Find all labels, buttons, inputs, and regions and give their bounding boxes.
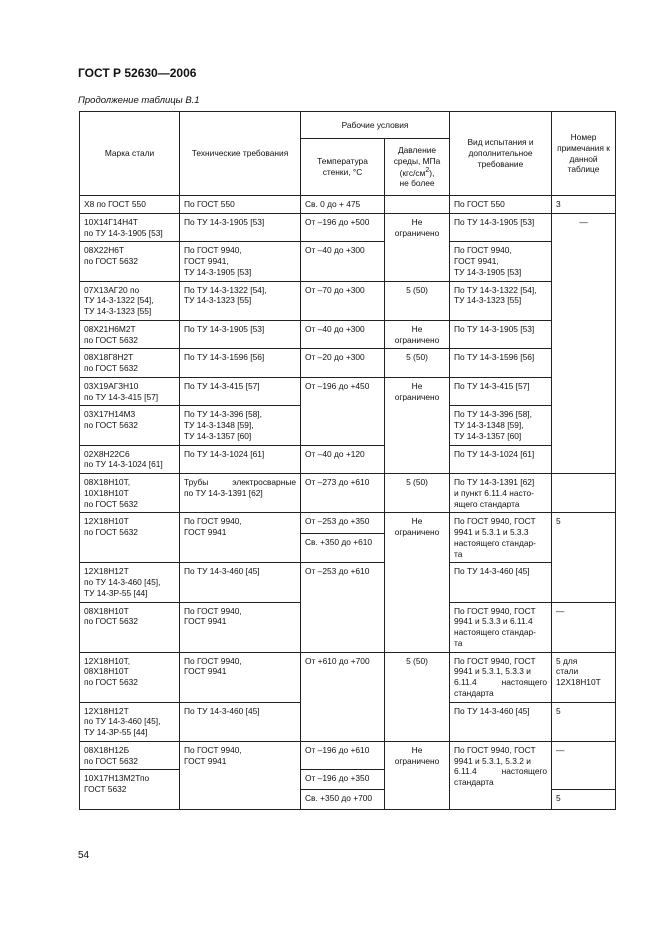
- cell-temp: От –196 до +350: [301, 770, 385, 790]
- cell-test: По ГОСТ 9940, ГОСТ 9941 и 5.3.1, 5.3.3 и 6.11.4 настоящего стандарта: [450, 652, 552, 702]
- cell-grade: 08Х18Н10Т по ГОСТ 5632: [80, 602, 180, 652]
- cell-tech: Трубы электросварные по ТУ 14-3-1391 [62]: [180, 474, 301, 513]
- table-row: [80, 445, 616, 474]
- cell-tech: По ТУ 14-3-1322 [54], ТУ 14-3-1323 [55]: [180, 281, 301, 320]
- table-row: [80, 281, 616, 320]
- cell-pressure: 5 (50): [385, 652, 450, 741]
- steel-grades-table: [79, 111, 616, 810]
- cell-tech: По ТУ 14-3-1905 [53]: [180, 213, 301, 242]
- table-row: [80, 242, 616, 281]
- cell-pressure: Не ограничено: [385, 377, 450, 473]
- document-header: ГОСТ Р 52630—2006: [78, 66, 197, 80]
- cell-test: По ГОСТ 550: [450, 196, 552, 214]
- cell-note: 5: [552, 513, 616, 602]
- cell-tech: По ГОСТ 550: [180, 196, 301, 214]
- cell-temp: Св. +350 до +610: [301, 534, 385, 563]
- col-header-grade: Марка стали: [80, 112, 180, 196]
- cell-tech: По ТУ 14-3-415 [57]: [180, 377, 301, 406]
- cell-grade: 08Х22Н6Т по ГОСТ 5632: [80, 242, 180, 281]
- cell-note: 3: [552, 196, 616, 214]
- cell-tech: По ТУ 14-3-460 [45]: [180, 702, 301, 741]
- cell-temp: От –196 до +500: [301, 213, 385, 242]
- cell-test: По ТУ 14-3-415 [57]: [450, 377, 552, 406]
- cell-grade: 08Х18Н10Т, 10Х18Н10Т по ГОСТ 5632: [80, 474, 180, 513]
- col-header-working: Рабочие условия: [301, 112, 450, 139]
- col-header-note: Номер примечания к данной таблице: [552, 112, 616, 196]
- table-row: [80, 741, 616, 770]
- table-row: [80, 196, 616, 214]
- cell-test: По ТУ 14-3-1905 [53]: [450, 320, 552, 349]
- cell-temp: От –196 до +450: [301, 377, 385, 445]
- table-row: [80, 474, 616, 513]
- table-row: [80, 652, 616, 702]
- cell-temp: От –40 до +120: [301, 445, 385, 474]
- cell-note: 5 для стали 12Х18Н10Т: [552, 652, 616, 702]
- cell-test: По ТУ 14-3-1024 [61]: [450, 445, 552, 474]
- cell-note: 5: [552, 790, 616, 810]
- table-row: [80, 349, 616, 378]
- cell-tech: По ГОСТ 9940, ГОСТ 9941: [180, 652, 301, 702]
- cell-temp: От –20 до +300: [301, 349, 385, 378]
- cell-grade: 10Х14Г14Н4Т по ТУ 14-3-1905 [53]: [80, 213, 180, 242]
- table-caption: Продолжение таблицы В.1: [78, 95, 200, 106]
- cell-tech: По ТУ 14-3-1024 [61]: [180, 445, 301, 474]
- cell-temp: Св. 0 до + 475: [301, 196, 385, 214]
- cell-tech: По ТУ 14-3-1596 [56]: [180, 349, 301, 378]
- cell-grade: 12Х18Н10Т, 08Х18Н10Т по ГОСТ 5632: [80, 652, 180, 702]
- cell-tech: По ГОСТ 9940, ГОСТ 9941: [180, 513, 301, 563]
- cell-test: По ТУ 14-3-1391 [62] и пункт 6.11.4 насто- ящего стандарта: [450, 474, 552, 513]
- table-row: [80, 213, 616, 242]
- cell-test: По ГОСТ 9940, ГОСТ 9941 и 5.3.3 и 6.11.4 настоящего стандар- та: [450, 602, 552, 652]
- col-header-tech: Технические требования: [180, 112, 301, 196]
- cell-grade: 07Х13АГ20 по ТУ 14-3-1322 [54], ТУ 14-3-1323 [55]: [80, 281, 180, 320]
- cell-pressure: 5 (50): [385, 349, 450, 378]
- cell-test: По ТУ 14-3-460 [45]: [450, 563, 552, 602]
- page-number: 54: [78, 850, 90, 861]
- cell-pressure: 5 (50): [385, 281, 450, 320]
- cell-grade: Х8 по ГОСТ 550: [80, 196, 180, 214]
- cell-note: —: [552, 741, 616, 790]
- cell-grade: 08Х18Н12Б по ГОСТ 5632: [80, 741, 180, 770]
- table-row: [80, 563, 616, 602]
- col-header-pressure: Давление среды, МПа $(кгс/см^2)$, не более: [385, 139, 450, 196]
- cell-tech: По ТУ 14-3-396 [58], ТУ 14-3-1348 [59], ТУ 14-3-1357 [60]: [180, 406, 301, 445]
- col-header-temp: Температура стенки, °С: [301, 139, 385, 196]
- cell-pressure: Не ограничено: [385, 513, 450, 652]
- cell-test: По ТУ 14-3-1322 [54], ТУ 14-3-1323 [55]: [450, 281, 552, 320]
- cell-note: —: [552, 213, 616, 473]
- cell-temp: От –40 до +300: [301, 242, 385, 281]
- cell-test: По ТУ 14-3-1905 [53]: [450, 213, 552, 242]
- table-row: [80, 513, 616, 534]
- cell-temp: От –196 до +610: [301, 741, 385, 770]
- cell-grade: 12Х18Н12Т по ТУ 14-3-460 [45], ТУ 14-3Р-55 [44]: [80, 702, 180, 741]
- cell-note: [552, 474, 616, 513]
- cell-grade: 03Х19АГ3Н10 по ТУ 14-3-415 [57]: [80, 377, 180, 406]
- cell-tech: По ТУ 14-3-1905 [53]: [180, 320, 301, 349]
- cell-pressure: [385, 196, 450, 214]
- cell-temp: От –253 до +350: [301, 513, 385, 534]
- cell-temp: От –40 до +300: [301, 320, 385, 349]
- cell-temp: От –273 до +610: [301, 474, 385, 513]
- cell-tech: По ГОСТ 9940, ГОСТ 9941: [180, 602, 301, 652]
- cell-tech: По ТУ 14-3-460 [45]: [180, 563, 301, 602]
- cell-test: По ГОСТ 9940, ГОСТ 9941, ТУ 14-3-1905 [53]: [450, 242, 552, 281]
- cell-tech: По ГОСТ 9940, ГОСТ 9941, ТУ 14-3-1905 [53]: [180, 242, 301, 281]
- cell-grade: 12Х18Н10Т по ГОСТ 5632: [80, 513, 180, 563]
- cell-note: 5: [552, 702, 616, 741]
- cell-test: По ГОСТ 9940, ГОСТ 9941 и 5.3.1, 5.3.2 и 6.11.4 настоящего стандарта: [450, 741, 552, 810]
- cell-test: По ТУ 14-3-396 [58], ТУ 14-3-1348 [59], ТУ 14-3-1357 [60]: [450, 406, 552, 445]
- cell-pressure: Не ограничено: [385, 213, 450, 281]
- cell-test: По ГОСТ 9940, ГОСТ 9941 и 5.3.1 и 5.3.3 настоящего стандар- та: [450, 513, 552, 563]
- cell-temp: От –253 до +610: [301, 563, 385, 652]
- cell-grade: 03Х17Н14М3 по ГОСТ 5632: [80, 406, 180, 445]
- cell-grade: 02Х8Н22С6 по ТУ 14-3-1024 [61]: [80, 445, 180, 474]
- col-header-test: Вид испытания и дополнительное требование: [450, 112, 552, 196]
- cell-grade: 08Х21Н6М2Т по ГОСТ 5632: [80, 320, 180, 349]
- cell-temp: От +610 до +700: [301, 652, 385, 741]
- cell-grade: 08Х18Г8Н2Т по ГОСТ 5632: [80, 349, 180, 378]
- cell-tech: По ГОСТ 9940, ГОСТ 9941: [180, 741, 301, 810]
- cell-grade: 10Х17Н13М2Тпо ГОСТ 5632: [80, 770, 180, 810]
- table-row: [80, 320, 616, 349]
- cell-note: —: [552, 602, 616, 652]
- cell-test: По ТУ 14-3-460 [45]: [450, 702, 552, 741]
- cell-temp: От –70 до +300: [301, 281, 385, 320]
- cell-pressure: Не ограничено: [385, 320, 450, 349]
- cell-temp: Св. +350 до +700: [301, 790, 385, 810]
- cell-grade: 12Х18Н12Т по ТУ 14-3-460 [45], ТУ 14-3Р-55 [44]: [80, 563, 180, 602]
- table-row: [80, 377, 616, 406]
- cell-pressure: 5 (50): [385, 474, 450, 513]
- cell-pressure: Не ограничено: [385, 741, 450, 810]
- cell-test: По ТУ 14-3-1596 [56]: [450, 349, 552, 378]
